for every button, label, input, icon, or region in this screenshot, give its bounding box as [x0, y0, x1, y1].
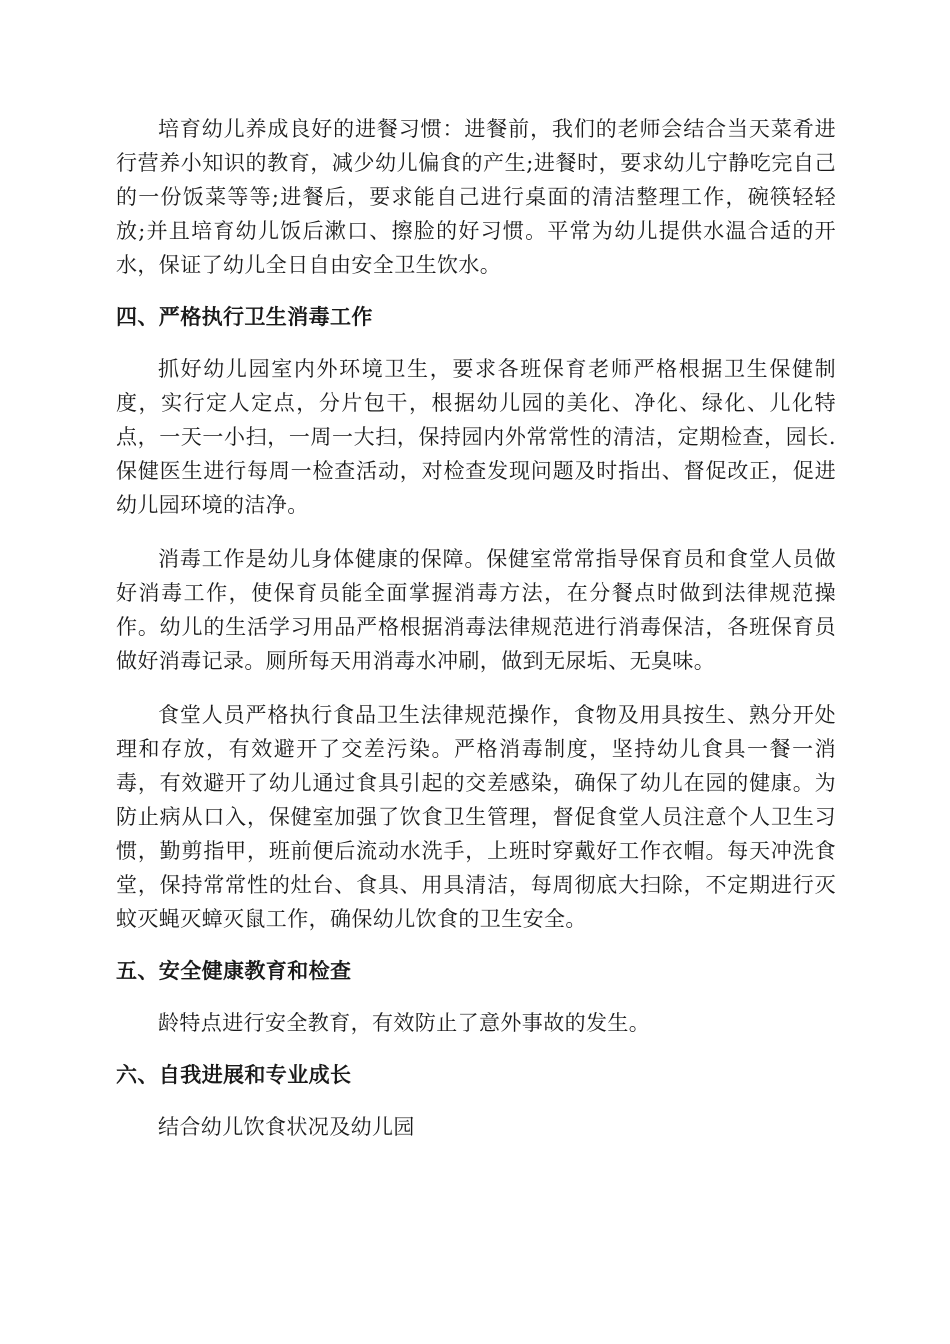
paragraph-self-development: 结合幼儿饮食状况及幼儿园: [158, 1115, 415, 1139]
section-heading-6: 六、自我进展和专业成长: [116, 1062, 352, 1087]
section-heading-5: 五、安全健康教育和检查: [116, 958, 352, 983]
paragraph-environment-hygiene: 抓好幼儿园室内外环境卫生，要求各班保育老师严格根据卫生保健制度，实行定人定点，分片包干，根据幼儿园的美化、净化、绿化、儿化特点，一天一小扫，一周一大扫，保持园内外常常性的清洁，定期检查，园长. 保健医生进行每周一检查活动，对检查发现问题及时指出、督促改正，促进幼儿园环境的洁净。: [116, 357, 836, 517]
paragraph-safety-education: 龄特点进行安全教育，有效防止了意外事故的发生。: [158, 1011, 651, 1035]
section-heading-4: 四、严格执行卫生消毒工作: [116, 304, 373, 329]
document-page: [116, 112, 836, 1144]
paragraph-meal-habits: 培育幼儿养成良好的进餐习惯：进餐前，我们的老师会结合当天菜肴进行营养小知识的教育，减少幼儿偏食的产生;进餐时，要求幼儿宁静吃完自己的一份饭菜等等;进餐后，要求能自己进行桌面的清洁整理工作，碗筷轻轻放;并且培育幼儿饭后漱口、擦脸的好习惯。平常为幼儿提供水温合适的开水，保证了幼儿全日自由安全卫生饮水。: [116, 117, 836, 277]
paragraph-canteen-hygiene: 食堂人员严格执行食品卫生法律规范操作，食物及用具按生、熟分开处理和存放，有效避开了交差污染。严格消毒制度，坚持幼儿食具一餐一消毒，有效避开了幼儿通过食具引起的交差感染，确保了幼儿在园的健康。为防止病从口入，保健室加强了饮食卫生管理，督促食堂人员注意个人卫生习惯，勤剪指甲，班前便后流动水洗手，上班时穿戴好工作衣帽。每天冲洗食堂，保持常常性的灶台、食具、用具清洁，每周彻底大扫除，不定期进行灭蚊灭蝇灭蟑灭鼠工作，确保幼儿饮食的卫生安全。: [116, 703, 836, 931]
paragraph-disinfection: 消毒工作是幼儿身体健康的保障。保健室常常指导保育员和食堂人员做好消毒工作，使保育员能全面掌握消毒方法，在分餐点时做到法律规范操作。幼儿的生活学习用品严格根据消毒法律规范进行消毒保洁，各班保育员做好消毒记录。厕所每天用消毒水冲刷，做到无尿垢、无臭味。: [116, 547, 836, 673]
